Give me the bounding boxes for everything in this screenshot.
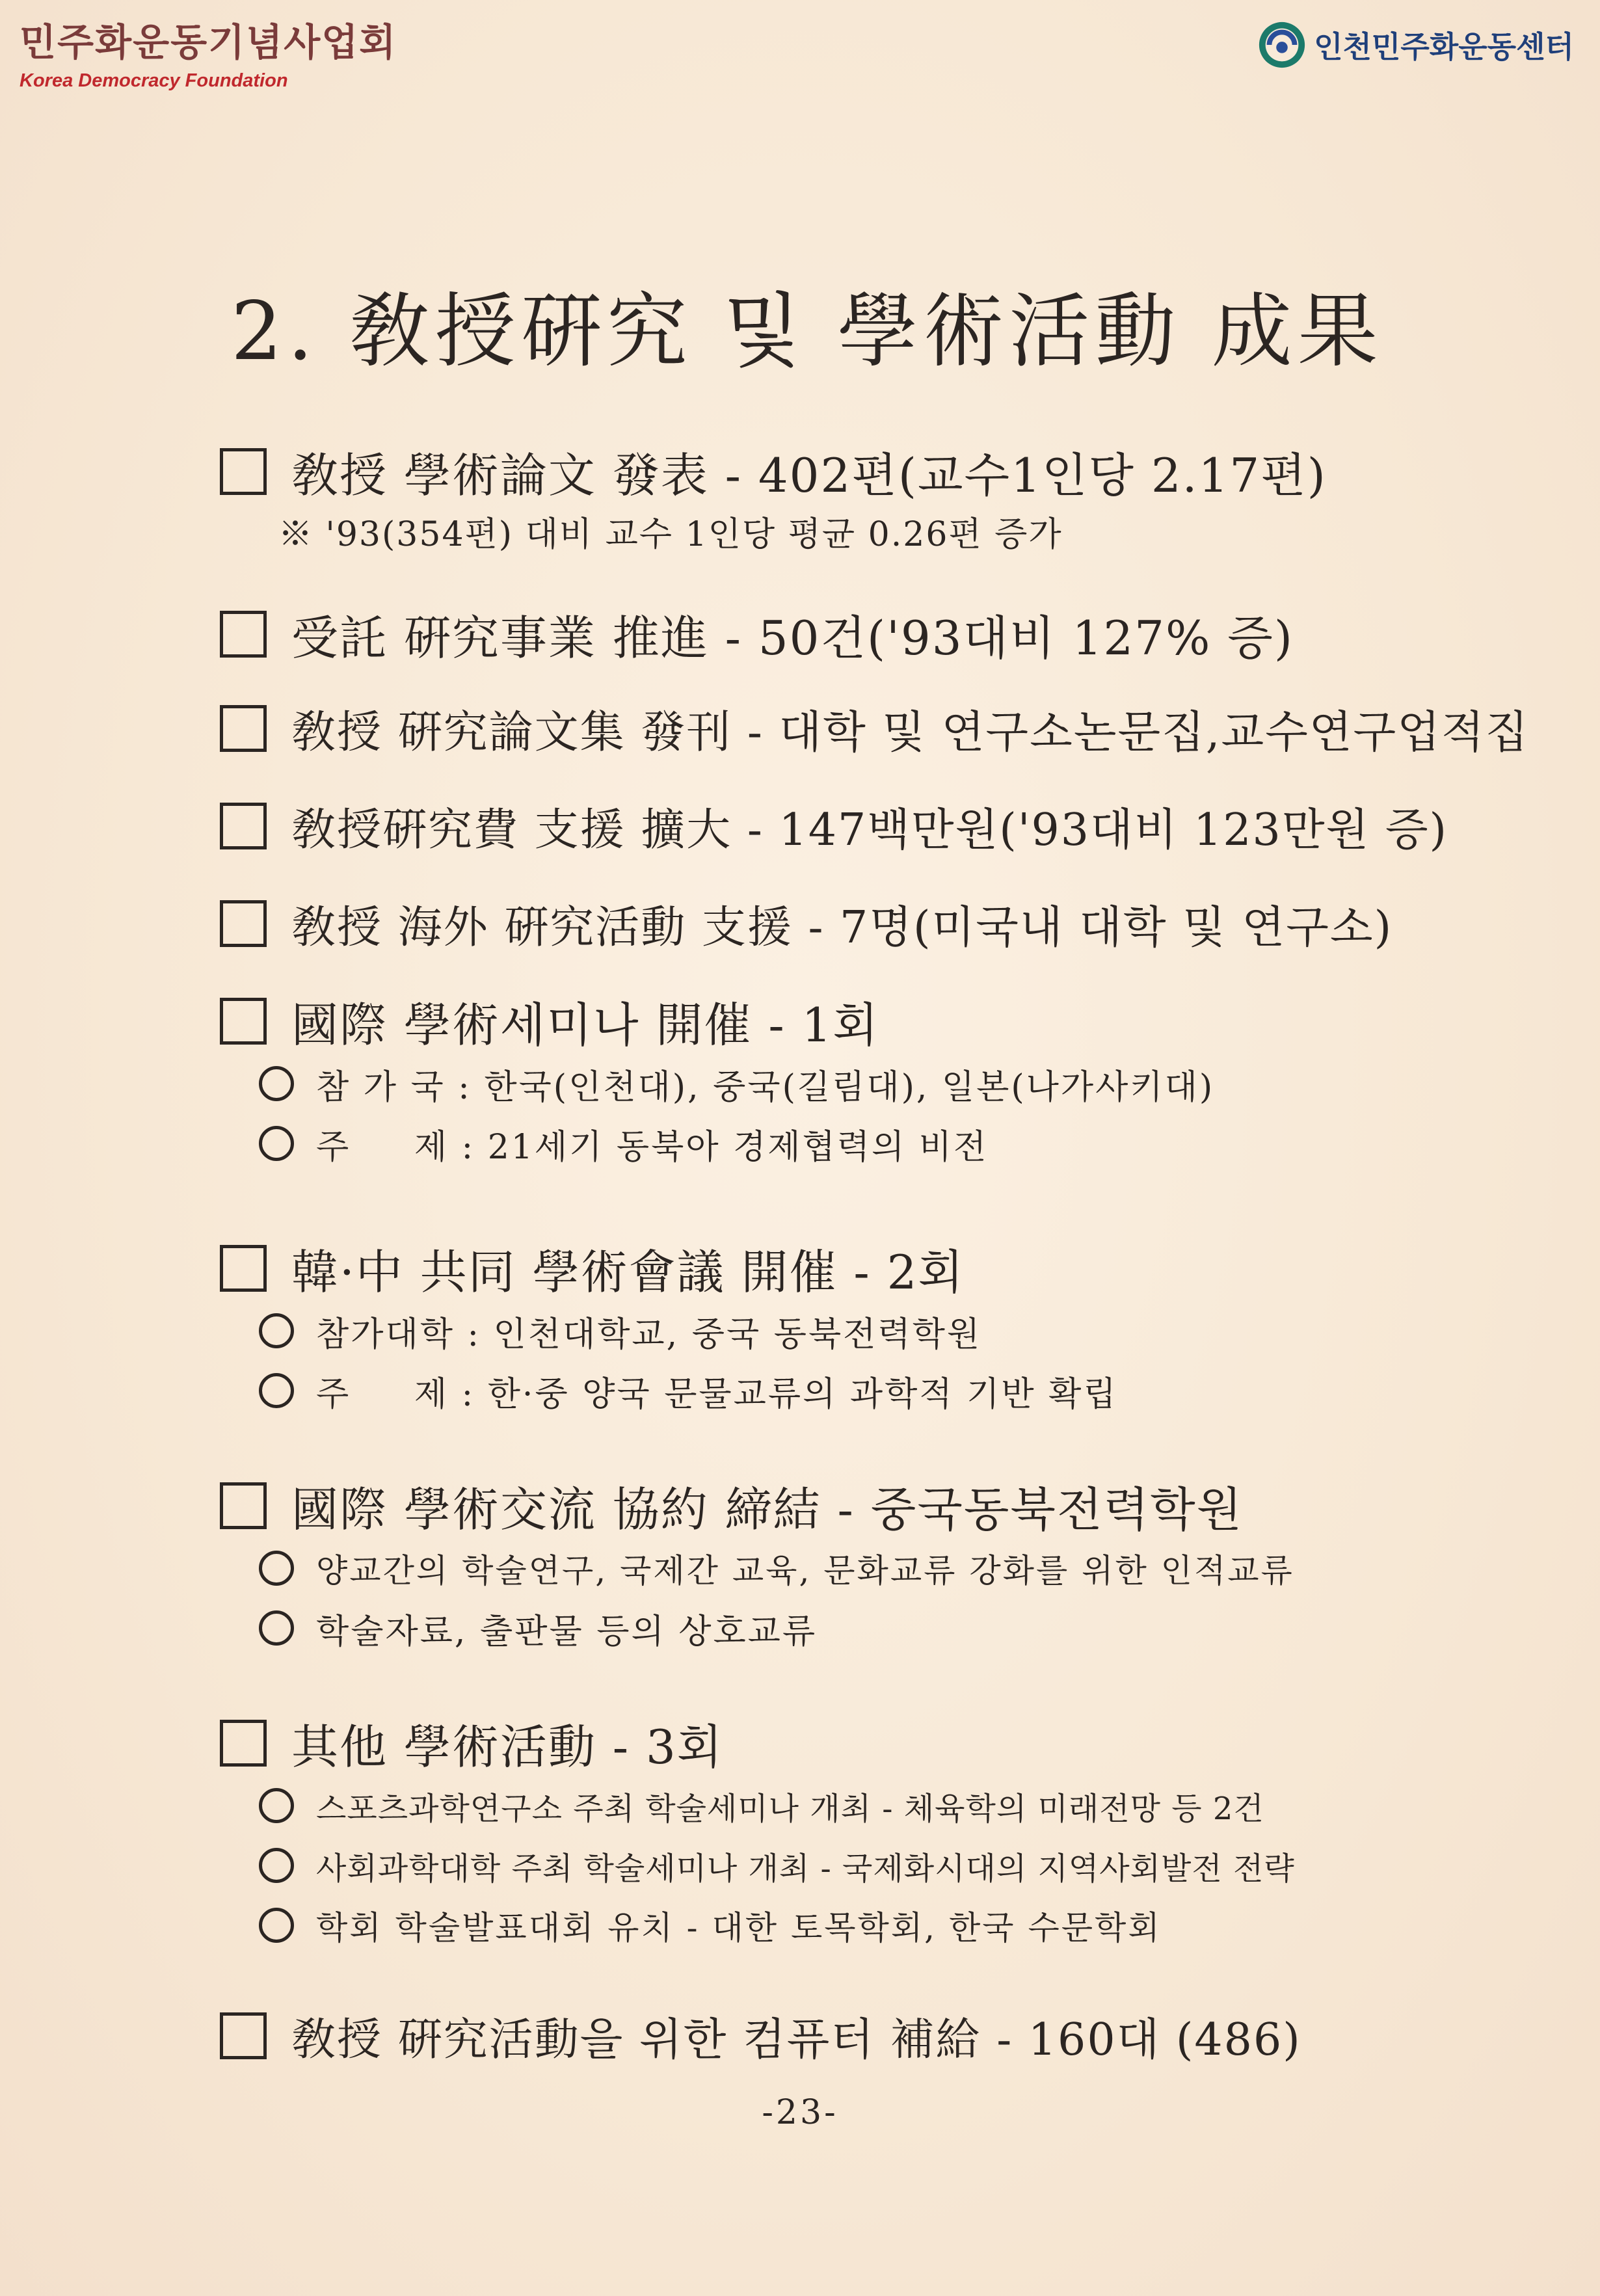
- section-paper-publication: [220, 439, 1327, 555]
- heading-text: 受託 硏究事業 推進 - 50건('93대비 127% 증): [291, 611, 1294, 665]
- list-item: 학술자료, 출판물 등의 상호교류: [259, 1598, 1294, 1658]
- checkbox-square-icon: [220, 448, 267, 495]
- section-research-funding: [220, 794, 1448, 859]
- page-title: 2. 敎授硏究 및 學術活動 成果: [231, 285, 1383, 379]
- list-item: 사회과학대학 주최 학술세미나 개최 - 국제화시대의 지역사회발전 전략: [259, 1835, 1295, 1895]
- heading-text: 國際 學術交流 協約 締結 - 중국동북전력학원: [291, 1482, 1244, 1537]
- section-international-seminar: [220, 989, 1214, 1173]
- checkbox-square-icon: [220, 1720, 267, 1767]
- section-korea-china-conference: [220, 1236, 1118, 1421]
- section-contract-research: [220, 602, 1294, 667]
- section-heading: [220, 1711, 1295, 1776]
- list-item: 참 가 국 : 한국(인천대), 중국(길림대), 일본(나가사키대): [259, 1054, 1214, 1114]
- section-heading: [220, 891, 1393, 956]
- list-item: 주 제 : 21세기 동북아 경제협력의 비전: [259, 1114, 1214, 1173]
- circle-bullet-icon: [259, 1066, 294, 1101]
- section-heading: [220, 1473, 1294, 1538]
- section-heading: [220, 439, 1327, 504]
- partner-name: 인천민주화운동센터: [1314, 29, 1574, 64]
- list-item: 주 제 : 한·중 양국 문물교류의 과학적 기반 확립: [259, 1361, 1118, 1421]
- page-number: -23-: [762, 2093, 838, 2132]
- checkbox-square-icon: [220, 1482, 267, 1529]
- circle-bullet-icon: [259, 1848, 294, 1883]
- emblem-icon: [1257, 20, 1307, 70]
- circle-bullet-icon: [259, 1373, 294, 1408]
- org-name-korean: 민주화운동기념사업회: [20, 20, 397, 64]
- checkbox-square-icon: [220, 803, 267, 849]
- list-item: 스포츠과학연구소 주최 학술세미나 개최 - 체육학의 미래전망 등 2건: [259, 1776, 1295, 1835]
- checkbox-square-icon: [220, 2012, 267, 2059]
- checkbox-square-icon: [220, 611, 267, 658]
- list-item: 참가대학 : 인천대학교, 중국 동북전력학원: [259, 1301, 1118, 1361]
- heading-text: 敎授 硏究活動을 위한 컴퓨터 補給 - 160대 (486): [291, 2014, 1301, 2066]
- circle-bullet-icon: [259, 1610, 294, 1646]
- checkbox-square-icon: [220, 900, 267, 947]
- heading-text: 韓·中 共同 學術會議 開催 - 2회: [291, 1245, 965, 1300]
- section-exchange-agreement: [220, 1473, 1294, 1658]
- section-other-activities: [220, 1711, 1295, 1955]
- heading-text: 國際 學術세미나 開催 - 1회: [291, 998, 879, 1052]
- org-name-english: Korea Democracy Foundation: [20, 70, 288, 91]
- section-heading: [220, 696, 1529, 761]
- heading-text: 敎授 海外 硏究活動 支援 - 7명(미국내 대학 및 연구소): [291, 901, 1393, 954]
- circle-bullet-icon: [259, 1908, 294, 1943]
- list-item: 양교간의 학술연구, 국제간 교육, 문화교류 강화를 위한 인적교류: [259, 1538, 1294, 1598]
- section-heading: [220, 1236, 1118, 1301]
- section-heading: [220, 989, 1214, 1054]
- circle-bullet-icon: [259, 1788, 294, 1823]
- section-note: ※ '93(354편) 대비 교수 1인당 평균 0.26편 증가: [278, 515, 1063, 554]
- circle-bullet-icon: [259, 1126, 294, 1161]
- korea-democracy-foundation-logo: [20, 20, 397, 94]
- heading-text: 其他 學術活動 - 3회: [291, 1720, 724, 1774]
- section-journal-publication: [220, 696, 1529, 761]
- section-overseas-research: [220, 891, 1393, 956]
- checkbox-square-icon: [220, 998, 267, 1045]
- section-heading: [220, 794, 1448, 859]
- checkbox-square-icon: [220, 705, 267, 752]
- circle-bullet-icon: [259, 1313, 294, 1348]
- heading-text: 敎授硏究費 支援 擴大 - 147백만원('93대비 123만원 증): [291, 804, 1448, 856]
- incheon-center-logo: [1257, 20, 1574, 70]
- checkbox-square-icon: [220, 1245, 267, 1292]
- circle-bullet-icon: [259, 1551, 294, 1586]
- section-computer-supply: [220, 2003, 1301, 2068]
- section-heading: [220, 602, 1294, 667]
- heading-text: 敎授 學術論文 發表 - 402편(교수1인당 2.17편): [291, 448, 1327, 503]
- list-item: 학회 학술발표대회 유치 - 대한 토목학회, 한국 수문학회: [259, 1895, 1295, 1955]
- section-heading: [220, 2003, 1301, 2068]
- heading-text: 敎授 硏究論文集 發刊 - 대학 및 연구소논문집,교수연구업적집: [291, 706, 1530, 758]
